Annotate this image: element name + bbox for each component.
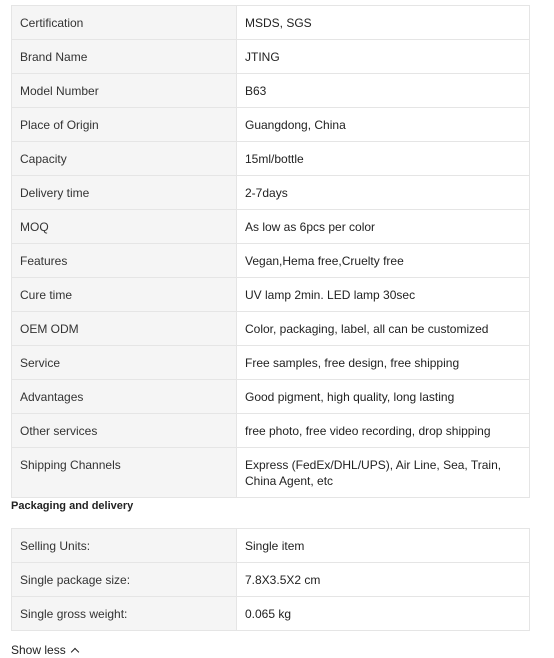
attribute-value: free photo, free video recording, drop shipping (237, 414, 530, 448)
table-row (12, 176, 530, 210)
show-less-label: Show less (11, 643, 66, 657)
packaging-key: Single gross weight: (12, 597, 237, 631)
attribute-key: Service (12, 346, 237, 380)
packaging-value: Single item (237, 529, 530, 563)
attribute-value: As low as 6pcs per color (237, 210, 530, 244)
packaging-value: 7.8X3.5X2 cm (237, 563, 530, 597)
attribute-key: Cure time (12, 278, 237, 312)
attribute-key: Model Number (12, 74, 237, 108)
table-row (12, 414, 530, 448)
packaging-key: Selling Units: (12, 529, 237, 563)
attributes-table (11, 5, 530, 498)
attribute-key: MOQ (12, 210, 237, 244)
attribute-value: 15ml/bottle (237, 142, 530, 176)
show-less-button[interactable] (11, 642, 78, 658)
attribute-key: OEM ODM (12, 312, 237, 346)
packaging-table (11, 528, 530, 631)
table-row (12, 74, 530, 108)
attribute-value: Color, packaging, label, all can be customized (237, 312, 530, 346)
table-row (12, 6, 530, 40)
attribute-value: Guangdong, China (237, 108, 530, 142)
attribute-key: Advantages (12, 380, 237, 414)
table-row (12, 108, 530, 142)
table-row (12, 40, 530, 74)
attribute-value: UV lamp 2min. LED lamp 30sec (237, 278, 530, 312)
attribute-key: Other services (12, 414, 237, 448)
table-row (12, 380, 530, 414)
table-row (12, 278, 530, 312)
table-row (12, 244, 530, 278)
attribute-key: Certification (12, 6, 237, 40)
attribute-key: Brand Name (12, 40, 237, 74)
attribute-value: MSDS, SGS (237, 6, 530, 40)
table-row (12, 142, 530, 176)
packaging-key: Single package size: (12, 563, 237, 597)
packaging-value: 0.065 kg (237, 597, 530, 631)
attribute-key: Features (12, 244, 237, 278)
table-row (12, 563, 530, 597)
attribute-key: Capacity (12, 142, 237, 176)
attribute-value: Vegan,Hema free,Cruelty free (237, 244, 530, 278)
attribute-key: Shipping Channels (12, 448, 237, 498)
table-row (12, 210, 530, 244)
attribute-value: 2-7days (237, 176, 530, 210)
packaging-section-title: Packaging and delivery (11, 500, 134, 512)
table-row (12, 312, 530, 346)
table-row (12, 529, 530, 563)
attribute-key: Place of Origin (12, 108, 237, 142)
attribute-value: Free samples, free design, free shipping (237, 346, 530, 380)
table-row (12, 448, 530, 498)
attribute-value: B63 (237, 74, 530, 108)
attribute-key: Delivery time (12, 176, 237, 210)
table-row (12, 597, 530, 631)
attribute-value: Express (FedEx/DHL/UPS), Air Line, Sea, Train, China Agent, etc (237, 448, 530, 498)
attribute-value: JTING (237, 40, 530, 74)
table-row (12, 346, 530, 380)
chevron-up-icon (70, 648, 78, 656)
attribute-value: Good pigment, high quality, long lasting (237, 380, 530, 414)
